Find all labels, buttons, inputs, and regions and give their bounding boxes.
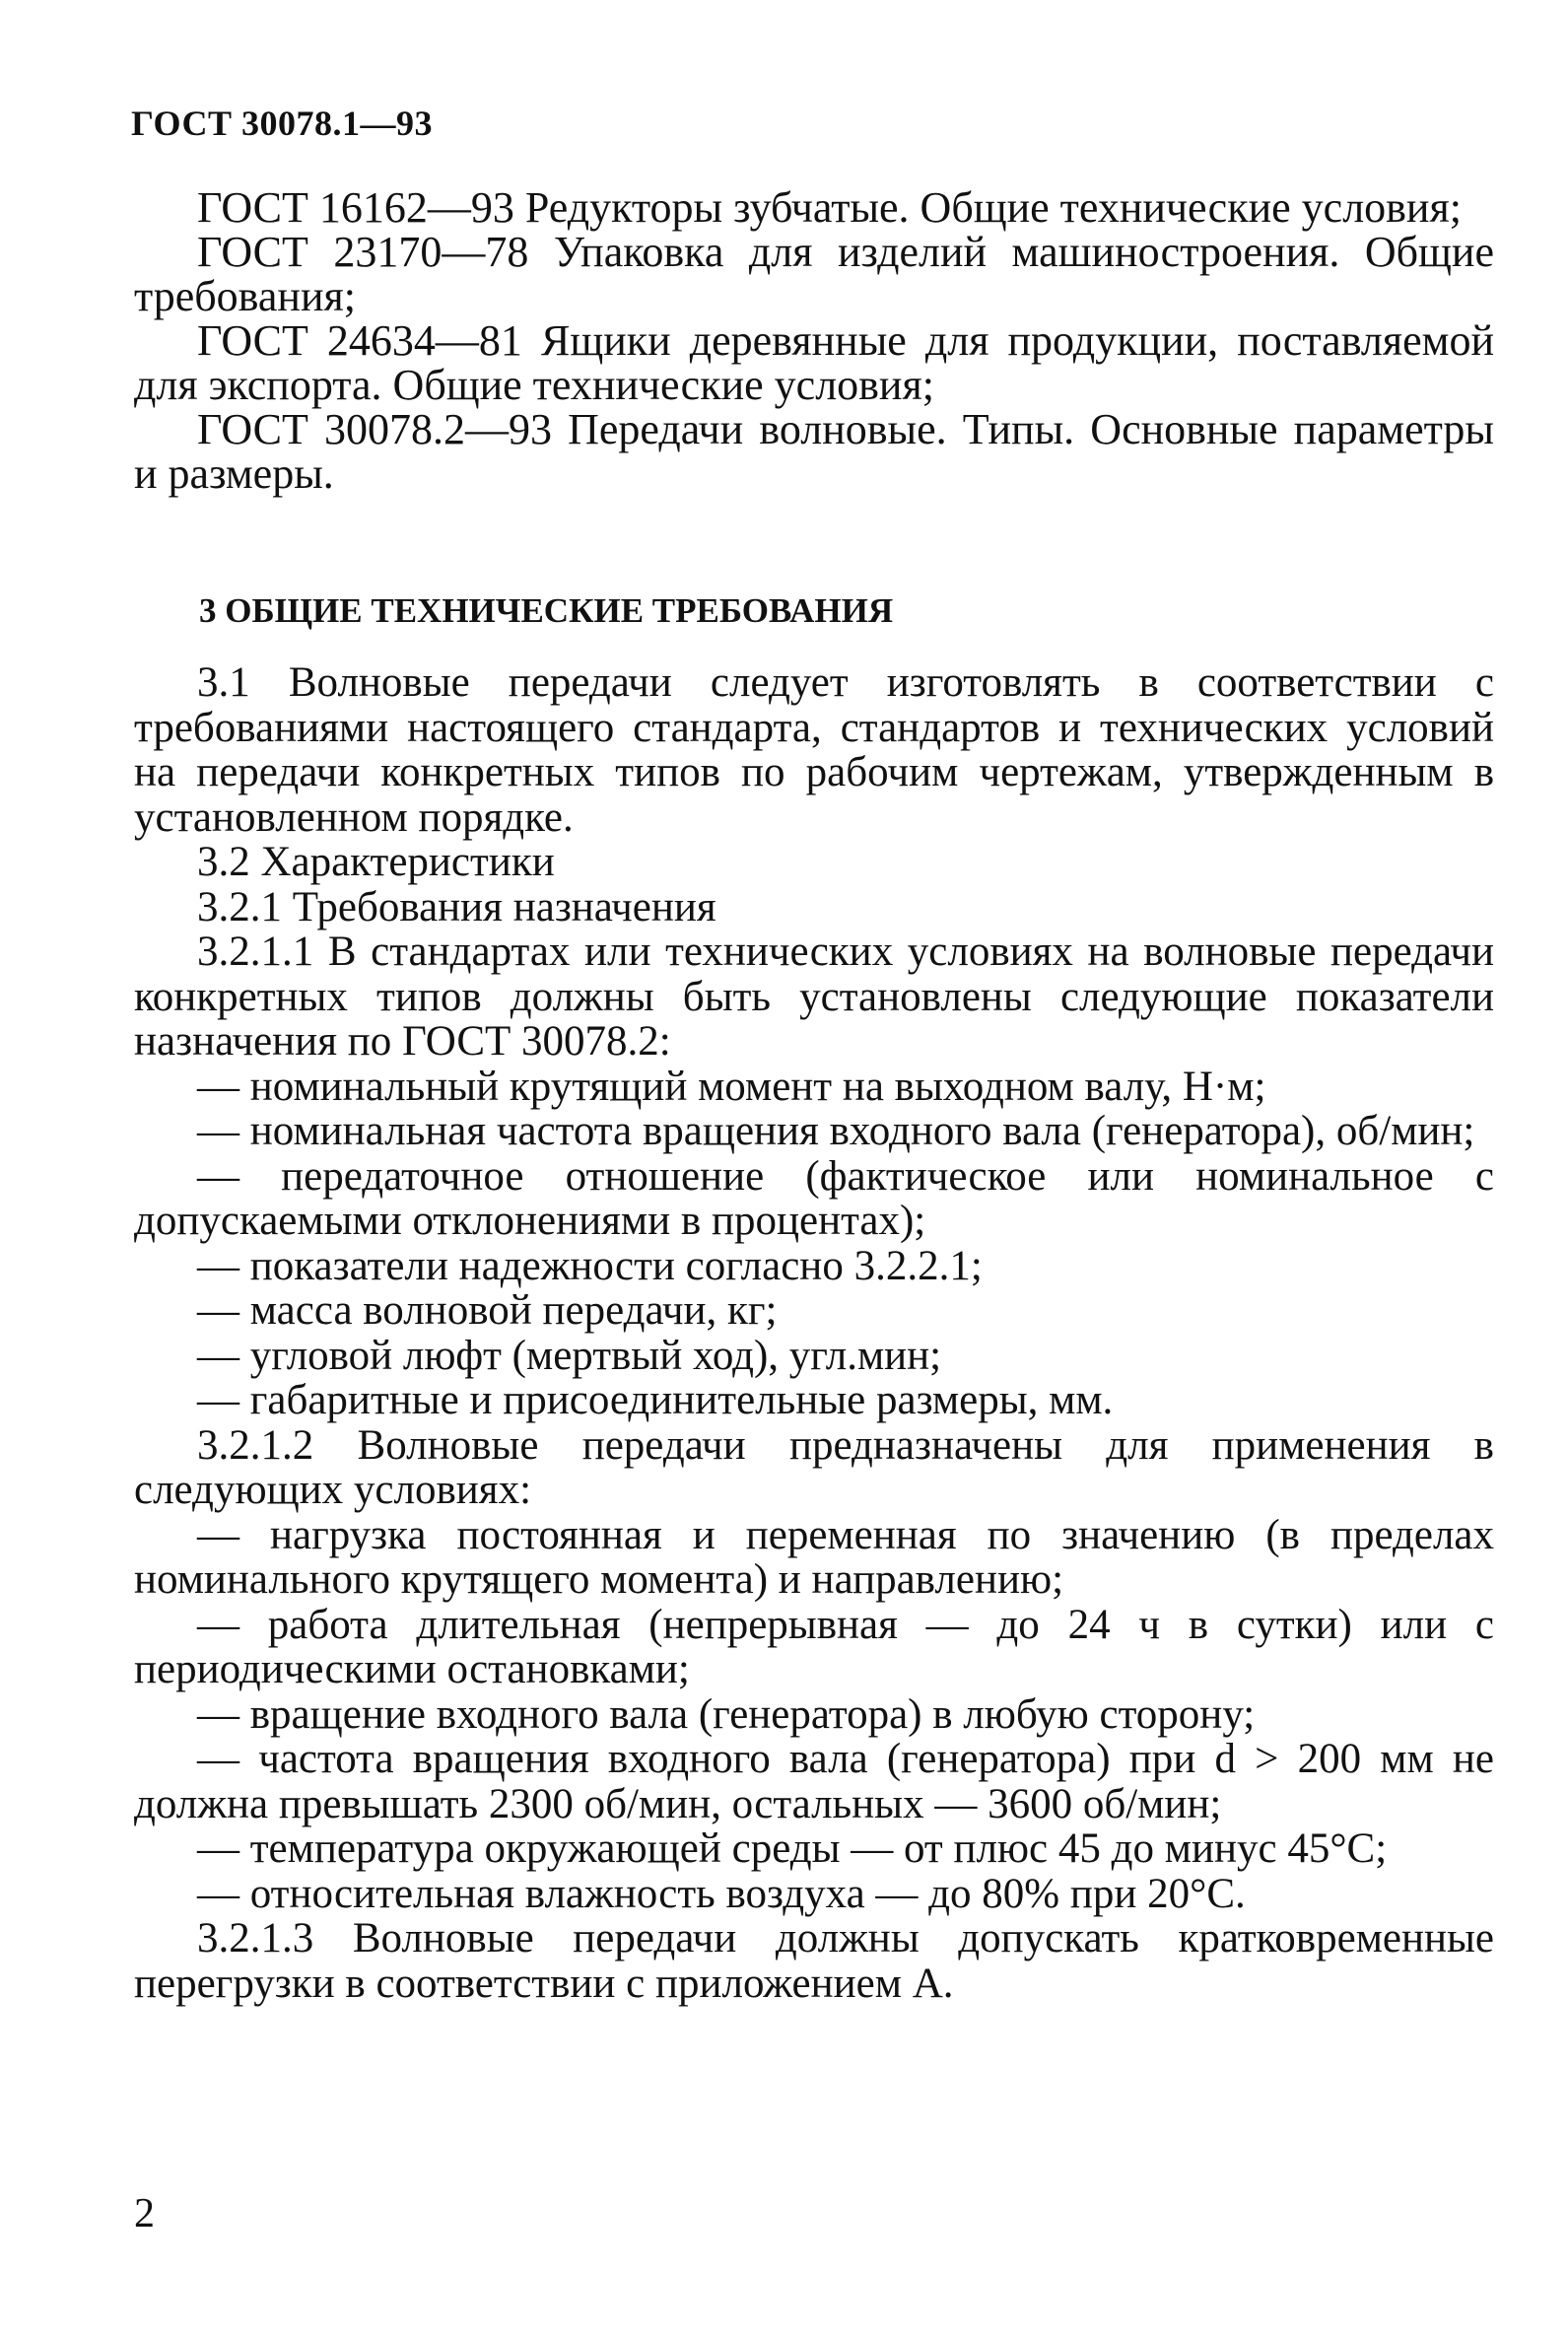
- list-item: — работа длительная (непрерывная — до 24 ч в сутки) или с периодическими остановками;: [134, 1601, 1494, 1692]
- page-number: 2: [134, 2191, 155, 2236]
- paragraph-3-2-1: 3.2.1 Требования назначения: [197, 883, 716, 930]
- reference-item: ГОСТ 16162—93 Редукторы зубчатые. Общие технические условия;: [197, 183, 1462, 232]
- list-item: — частота вращения входного вала (генератора) при d > 200 мм не должна превышать 2300 об/мин, остальных — 3600 об/мин;: [134, 1736, 1494, 1827]
- paragraph-3-2-1-1: 3.2.1.1 В стандартах или технических условиях на волновые передачи конкретных типов должны быть установлены следующие показатели назначения по ГОСТ 30078.2:: [134, 929, 1494, 1065]
- list-item: — масса волновой передачи, кг;: [197, 1287, 778, 1334]
- list-item: — передаточное отношение (фактическое или номинальное с допускаемыми отклонениями в процентах);: [134, 1152, 1494, 1244]
- paragraph-3-1: 3.1 Волновые передачи следует изготовлять в соответствии с требованиями настоящего стандарта, стандартов и технических условий на передачи конкретных типов по рабочим чертежам, утвержденным в установленном порядке.: [134, 659, 1494, 841]
- list-item: — относительная влажность воздуха — до 80% при 20°С.: [197, 1870, 1246, 1917]
- paragraph-3-2-1-3: 3.2.1.3 Волновые передачи должны допускать кратковременные перегрузки в соответствии с приложением А.: [134, 1915, 1494, 2007]
- list-item: — вращение входного вала (генератора) в любую сторону;: [197, 1690, 1256, 1738]
- paragraph-3-2: 3.2 Характеристики: [197, 839, 555, 885]
- list-item: — габаритные и присоединительные размеры, мм.: [197, 1377, 1114, 1423]
- list-item: — номинальный крутящий момент на выходном валу, Н·м;: [197, 1063, 1266, 1110]
- reference-item: ГОСТ 24634—81 Ящики деревянные для продукции, поставляемой для экспорта. Общие технические условия;: [134, 316, 1494, 409]
- reference-item: ГОСТ 23170—78 Упаковка для изделий машиностроения. Общие требования;: [134, 228, 1494, 320]
- paragraph-3-2-1-2: 3.2.1.2 Волновые передачи предназначены для применения в следующих условиях:: [134, 1421, 1494, 1513]
- reference-item: ГОСТ 30078.2—93 Передачи волновые. Типы. Основные параметры и размеры.: [134, 405, 1494, 498]
- document-header-code: ГОСТ 30078.1—93: [131, 103, 433, 143]
- list-item: — номинальная частота вращения входного вала (генератора), об/мин;: [197, 1108, 1475, 1154]
- list-item: — угловой люфт (мертвый ход), угл.мин;: [197, 1332, 942, 1379]
- list-item: — нагрузка постоянная и переменная по значению (в пределах номинального крутящего момента) и направлению;: [134, 1511, 1494, 1603]
- list-item: — температура окружающей среды — от плюс 45 до минус 45°С;: [197, 1825, 1388, 1872]
- section-body: [134, 660, 1494, 2006]
- list-item: — показатели надежности согласно 3.2.2.1;: [197, 1242, 983, 1289]
- normative-references-list: [134, 185, 1494, 496]
- section-title: 3 ОБЩИЕ ТЕХНИЧЕСКИЕ ТРЕБОВАНИЯ: [199, 591, 894, 630]
